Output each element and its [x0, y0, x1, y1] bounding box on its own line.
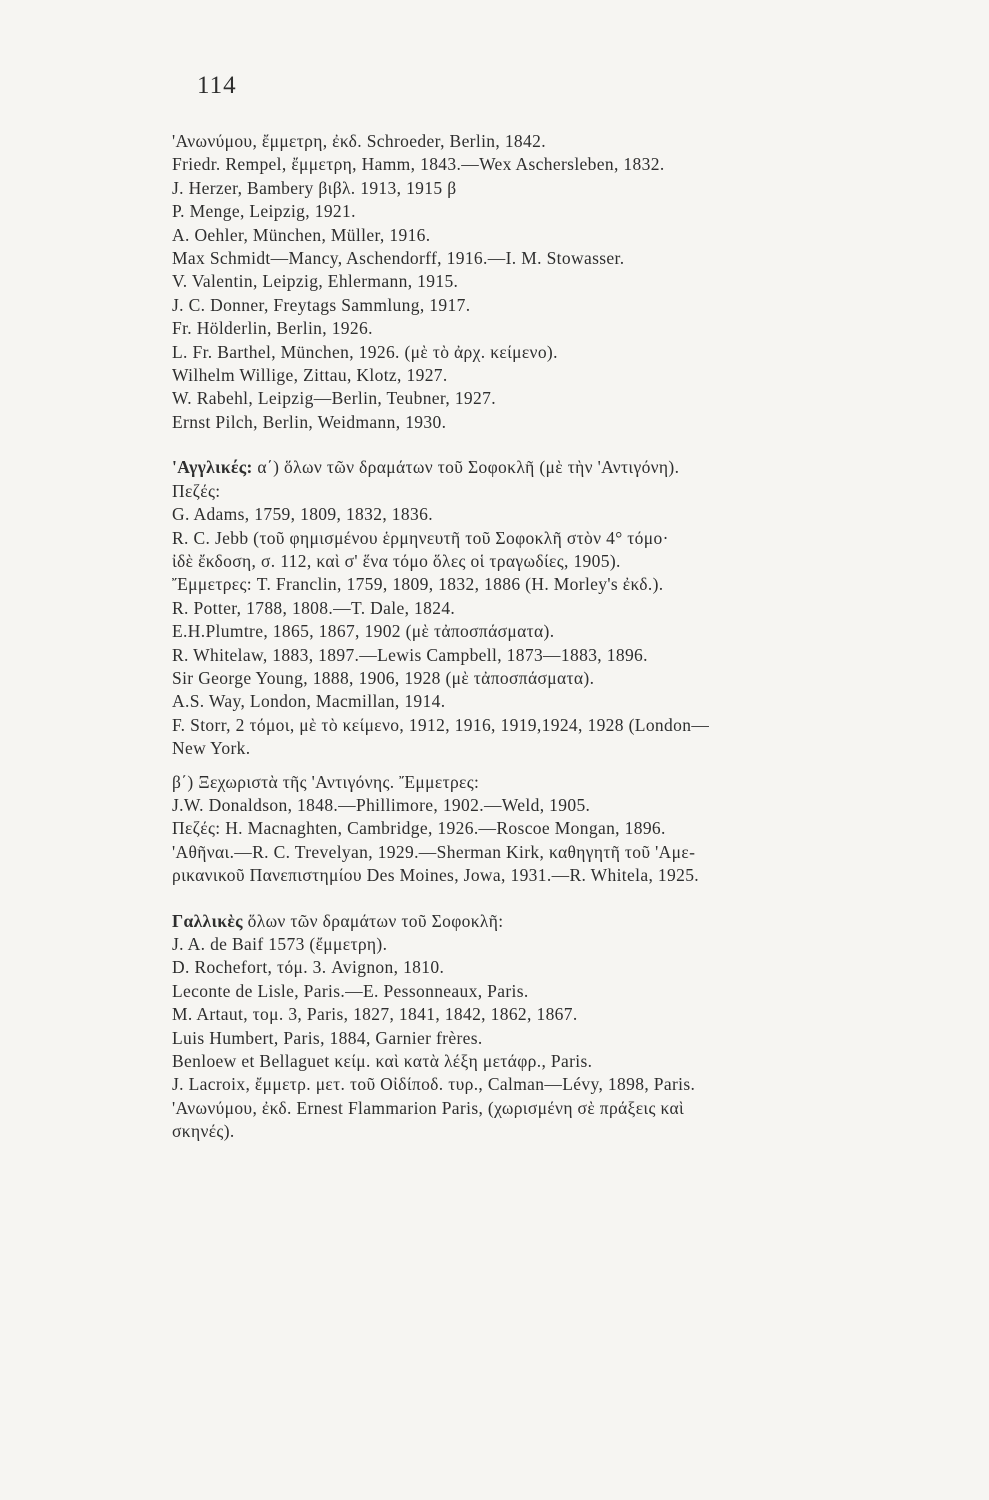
list-item: 'Ανωνύμου, ἐκδ. Ernest Flammarion Paris, (χωρισμένη σὲ πράξεις καὶ — [172, 1097, 685, 1118]
list-item: J. C. Donner, Freytags Sammlung, 1917. — [172, 294, 471, 315]
list-item: Wilhelm Willige, Zittau, Klotz, 1927. — [172, 365, 448, 386]
list-item: A.S. Way, London, Macmillan, 1914. — [172, 691, 446, 712]
list-item: Πεζές: H. Macnaghten, Cambridge, 1926.—Roscoe Mongan, 1896. — [172, 818, 666, 839]
list-item: Leconte de Lisle, Paris.—E. Pessonneaux, Paris. — [172, 980, 529, 1001]
list-item: D. Rochefort, τόμ. 3. Avignon, 1810. — [172, 957, 445, 978]
list-item: R. Whitelaw, 1883, 1897.—Lewis Campbell, 1873—1883, 1896. — [172, 644, 648, 665]
list-item: 'Ανωνύμου, ἔμμετρη, ἐκδ. Schroeder, Berlin, 1842. — [172, 131, 546, 151]
list-item: P. Menge, Leipzig, 1921. — [172, 201, 356, 222]
french-heading — [172, 910, 882, 933]
list-item: Ernst Pilch, Berlin, Weidmann, 1930. — [172, 411, 447, 432]
list-item: Sir George Young, 1888, 1906, 1928 (μὲ τἀποσπάσματα). — [172, 667, 595, 688]
list-item: L. Fr. Barthel, München, 1926. (μὲ τὸ ἀρχ. κείμενο). — [172, 341, 558, 362]
list-item: G. Adams, 1759, 1809, 1832, 1836. — [172, 504, 433, 525]
list-item: Ἔμμετρες: T. Franclin, 1759, 1809, 1832, 1886 (H. Morley's ἐκδ.). — [172, 574, 664, 595]
french-heading-label: Γαλλικὲς — [172, 910, 243, 931]
french-heading-text: ὅλων τῶν δραμάτων τοῦ Σοφοκλῆ: — [242, 910, 504, 931]
english-heading-label: 'Αγγλικές: — [172, 457, 253, 478]
page-number: 114 — [197, 72, 237, 99]
french-translations-section — [172, 910, 882, 1144]
list-item: J. A. de Baif 1573 (ἔμμετρη). — [172, 934, 388, 954]
german-translations-list — [172, 130, 882, 434]
list-item: ἰδὲ ἔκδοση, σ. 112, καὶ σ' ἕνα τόμο ὅλες οἱ τραγωδίες, 1905). — [172, 550, 621, 571]
list-item: Max Schmidt—Mancy, Aschendorff, 1916.—I. M. Stowasser. — [172, 248, 625, 269]
list-item: Πεζές: — [172, 480, 221, 501]
list-item: V. Valentin, Leipzig, Ehlermann, 1915. — [172, 271, 459, 292]
english-heading — [172, 456, 882, 479]
list-item: 'Αθῆναι.—R. C. Trevelyan, 1929.—Sherman Kirk, καθηγητῆ τοῦ 'Αμε- — [172, 841, 696, 862]
list-item: R. Potter, 1788, 1808.—T. Dale, 1824. — [172, 597, 456, 618]
list-item: M. Artaut, τομ. 3, Paris, 1827, 1841, 1842, 1862, 1867. — [172, 1004, 578, 1025]
english-translations-section — [172, 456, 882, 887]
list-item: W. Rabehl, Leipzig—Berlin, Teubner, 1927. — [172, 388, 496, 409]
list-item: J.W. Donaldson, 1848.—Phillimore, 1902.—Weld, 1905. — [172, 794, 591, 815]
list-item: Friedr. Rempel, ἔμμετρη, Hamm, 1843.—Wex Aschersleben, 1832. — [172, 154, 665, 175]
list-item: β΄) Ξεχωριστὰ τῆς 'Αντιγόνης. Ἔμμετρες: — [172, 771, 480, 792]
list-item: New York. — [172, 738, 251, 759]
list-item: σκηνές). — [172, 1121, 235, 1142]
english-heading-text: α΄) ὅλων τῶν δραμάτων τοῦ Σοφοκλῆ (μὲ τὴν 'Αντιγόνη). — [252, 457, 680, 478]
list-item: Benloew et Bellaguet κείμ. καὶ κατὰ λέξη μετάφρ., Paris. — [172, 1051, 593, 1072]
list-item: F. Storr, 2 τόμοι, μὲ τὸ κείμενο, 1912, 1916, 1919,1924, 1928 (London— — [172, 714, 710, 735]
list-item: ρικανικοῦ Πανεπιστημίου Des Moines, Jowa, 1931.—R. Whitela, 1925. — [172, 865, 700, 886]
list-item: J. Herzer, Bambery βιβλ. 1913, 1915 β — [172, 177, 457, 198]
list-item: A. Oehler, München, Müller, 1916. — [172, 224, 431, 245]
book-page — [172, 72, 882, 1144]
list-item: E.H.Plumtre, 1865, 1867, 1902 (μὲ τἀποσπάσματα). — [172, 621, 555, 642]
list-item: J. Lacroix, ἔμμετρ. μετ. τοῦ Οἰδίποδ. τυρ., Calman—Lévy, 1898, Paris. — [172, 1074, 696, 1095]
list-item: Luis Humbert, Paris, 1884, Garnier frères. — [172, 1027, 483, 1048]
list-item: R. C. Jebb (τοῦ φημισμένου ἑρμηνευτῆ τοῦ Σοφοκλῆ στὸν 4° τόμο· — [172, 527, 669, 548]
list-item: Fr. Hölderlin, Berlin, 1926. — [172, 318, 373, 339]
